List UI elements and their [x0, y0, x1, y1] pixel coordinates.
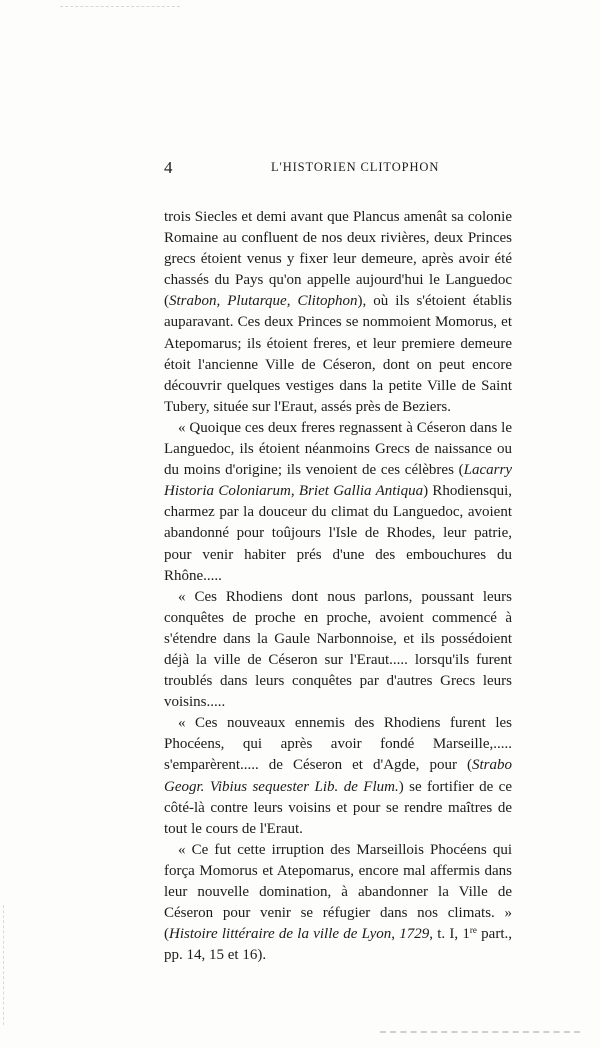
paragraph-5: [164, 840, 512, 967]
italic-citation: Lacarry Historia Coloniarum, Briet Gallia Antiqua: [164, 462, 512, 500]
page-header: [164, 158, 512, 182]
running-head: L'HISTORIEN CLITOPHON: [271, 160, 440, 174]
body-text: [164, 207, 512, 966]
italic-citation: Histoire littéraire de la ville de Lyon: [169, 926, 392, 943]
text-segment: « Ces Rhodiens dont nous parlons, poussant leurs conquêtes de proche en proche, avoient commencé à s'étendre dans la Gaule Narbonnoise, et ils possédoient déjà la ville de Céseron sur l'Eraut..... lorsqu'ils furent troublés dans leurs conquêtes par d'autres Grecs leurs voisins.....: [164, 588, 512, 711]
text-segment: ) Rhodiensqui, charmez par la douceur du climat du Languedoc, avoient abandonné pour toûjours l'Isle de Rhodes, leur patrie, pour venir habiter prés d'une des embouchures du Rhône.....: [164, 483, 512, 584]
paragraph-4: [164, 713, 512, 840]
paragraph-2: [164, 418, 512, 587]
text-segment: part., pp. 14, 15 et 16).: [164, 926, 512, 964]
text-segment: , t. I, 1: [429, 926, 470, 943]
italic-citation: Strabon, Plutarque, Clitophon: [169, 293, 358, 310]
text-segment: ,: [391, 926, 400, 943]
text-segment: trois Siecles et demi avant que Plancus amenât sa colonie Romaine au confluent de nos deux rivières, deux Princes grecs étoient venus y fixer leur demeure, après avoir été chassés du Pays qu'on appelle aujourd'hui le Languedoc (: [164, 209, 512, 310]
paragraph-1: [164, 207, 512, 418]
superscript: re: [469, 925, 477, 936]
italic-citation: Strabo Geogr. Vibius sequester Lib. de Flum.: [164, 757, 512, 795]
text-segment: « Quoique ces deux freres regnassent à Céseron dans le Languedoc, ils étoient néanmoins Grecs de naissance ou du moins d'origine; ils venoient de ces célèbres (: [164, 419, 512, 479]
text-segment: ), où ils s'étoient établis auparavant. Ces deux Princes se nommoient Momorus, et Atepomarus; ils étoient freres, et leur premiere demeure étoit l'ancienne Ville de Céseron, dont on peut encore découvrir quelques vestiges dans la petite Ville de Saint Tubery, située sur l'Eraut, assés près de Beziers.: [164, 293, 513, 415]
text-segment: « Ces nouveaux ennemis des Rhodiens furent les Phocéens, qui après avoir fondé Marseille,..... s'emparèrent..... de Céseron et d'Agde, pour (: [164, 715, 512, 774]
italic-citation: 1729: [399, 926, 430, 943]
text-segment: « Ce fut cette irruption des Marseillois Phocéens qui força Momorus et Atepomarus, encore mal affermis dans leur nouvelle domination, à abandonner la Ville de Céseron pour venir se réfugier dans nos climats. » (: [164, 841, 512, 943]
scan-mark-top: [60, 6, 180, 7]
page-number: 4: [164, 158, 173, 177]
text-segment: ) se fortifier de ce côté-là contre leurs voisins et pour se rendre maîtres de tout le cours de l'Eraut.: [164, 778, 512, 837]
scan-mark-bottom: [380, 1031, 580, 1033]
scan-mark-left: [3, 905, 4, 1025]
paragraph-3: [164, 587, 512, 714]
